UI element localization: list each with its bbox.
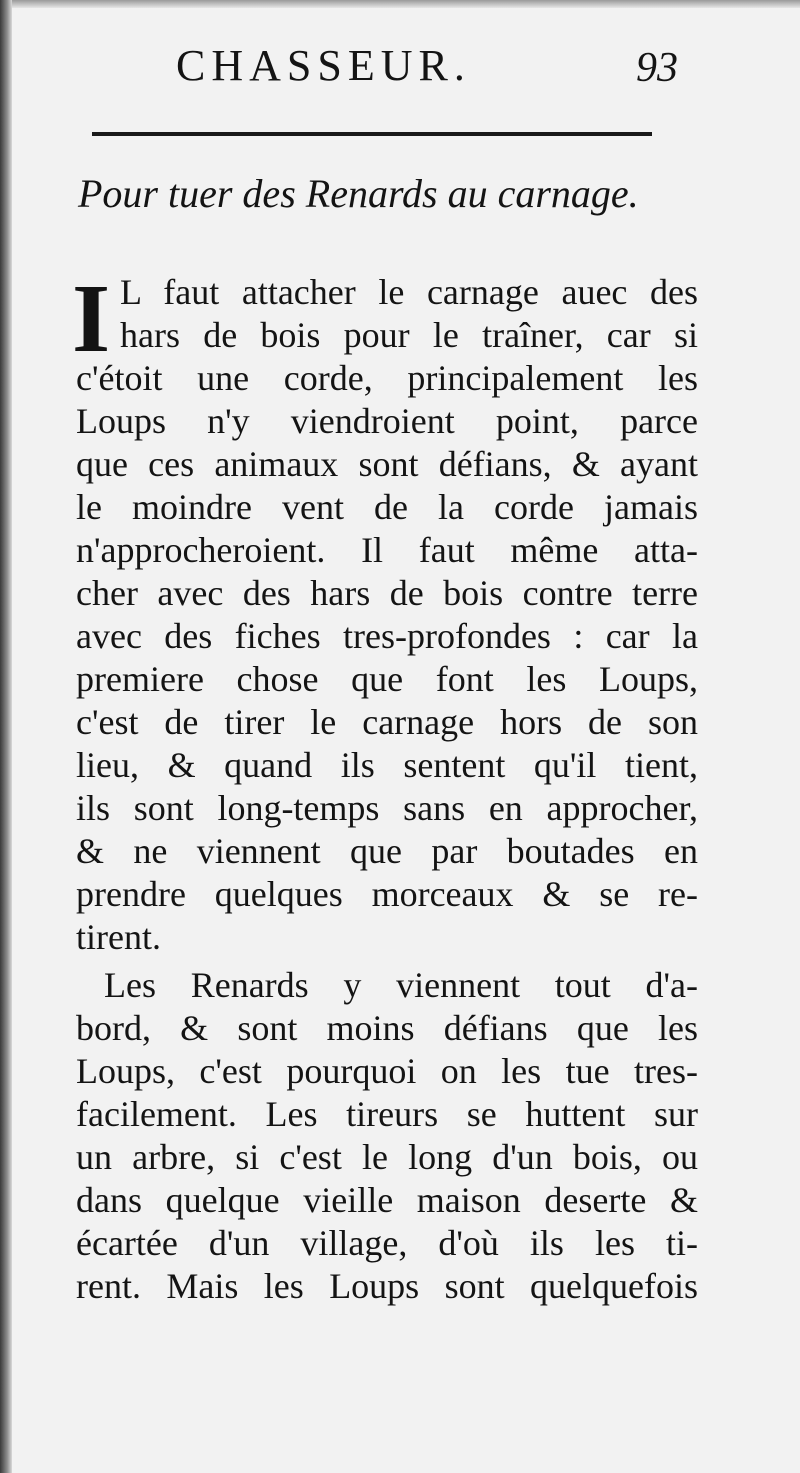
- section-heading: Pour tuer des Renards au carnage.: [78, 171, 639, 216]
- text-line-12: lieu, & quand ils sentent qu'il tient,: [76, 745, 698, 785]
- text-line-6: le moindre vent de la corde jamais: [76, 487, 698, 527]
- text-line-16: tirent.: [76, 917, 161, 957]
- page-top-shadow: [0, 0, 800, 8]
- text-line-3: c'étoit une corde, principalement les: [76, 358, 698, 398]
- text-line-14: & ne viennent que par boutades en: [76, 831, 698, 871]
- text-line-9: avec des fiches tres-profondes : car la: [76, 616, 698, 656]
- text-line-2: hars de bois pour le traîner, car si: [120, 315, 698, 355]
- text-line-4: Loups n'y viendroient point, parce: [76, 401, 698, 441]
- text-line-13: ils sont long-temps sans en approcher,: [76, 788, 698, 828]
- page-gutter-shadow: [0, 0, 12, 1473]
- page-number: 93: [636, 45, 678, 91]
- text-line-11: c'est de tirer le carnage hors de son: [76, 702, 698, 742]
- text-line-21: un arbre, si c'est le long d'un bois, ou: [76, 1137, 698, 1177]
- drop-cap: I: [72, 265, 111, 373]
- text-line-10: premiere chose que font les Loups,: [76, 659, 698, 699]
- text-line-5: que ces animaux sont défians, & ayant: [76, 444, 698, 484]
- text-line-18: bord, & sont moins défians que les: [76, 1008, 698, 1048]
- text-line-24: rent. Mais les Loups sont quelquefois: [76, 1266, 698, 1306]
- text-line-19: Loups, c'est pourquoi on les tue tres-: [76, 1051, 698, 1091]
- text-line-23: écartée d'un village, d'où ils les ti-: [76, 1223, 698, 1263]
- text-line-20: facilement. Les tireurs se huttent sur: [76, 1094, 698, 1134]
- text-line-22: dans quelque vieille maison deserte &: [76, 1180, 698, 1220]
- text-line-8: cher avec des hars de bois contre terre: [76, 573, 698, 613]
- text-line-1: L faut attacher le carnage auec des: [120, 272, 698, 312]
- header-rule: [92, 132, 652, 136]
- text-line-7: n'approcheroient. Il faut même atta-: [76, 530, 698, 570]
- running-head: CHASSEUR.: [176, 41, 471, 90]
- text-line-15: prendre quelques morceaux & se re-: [76, 874, 698, 914]
- text-line-17: Les Renards y viennent tout d'a-: [104, 965, 698, 1005]
